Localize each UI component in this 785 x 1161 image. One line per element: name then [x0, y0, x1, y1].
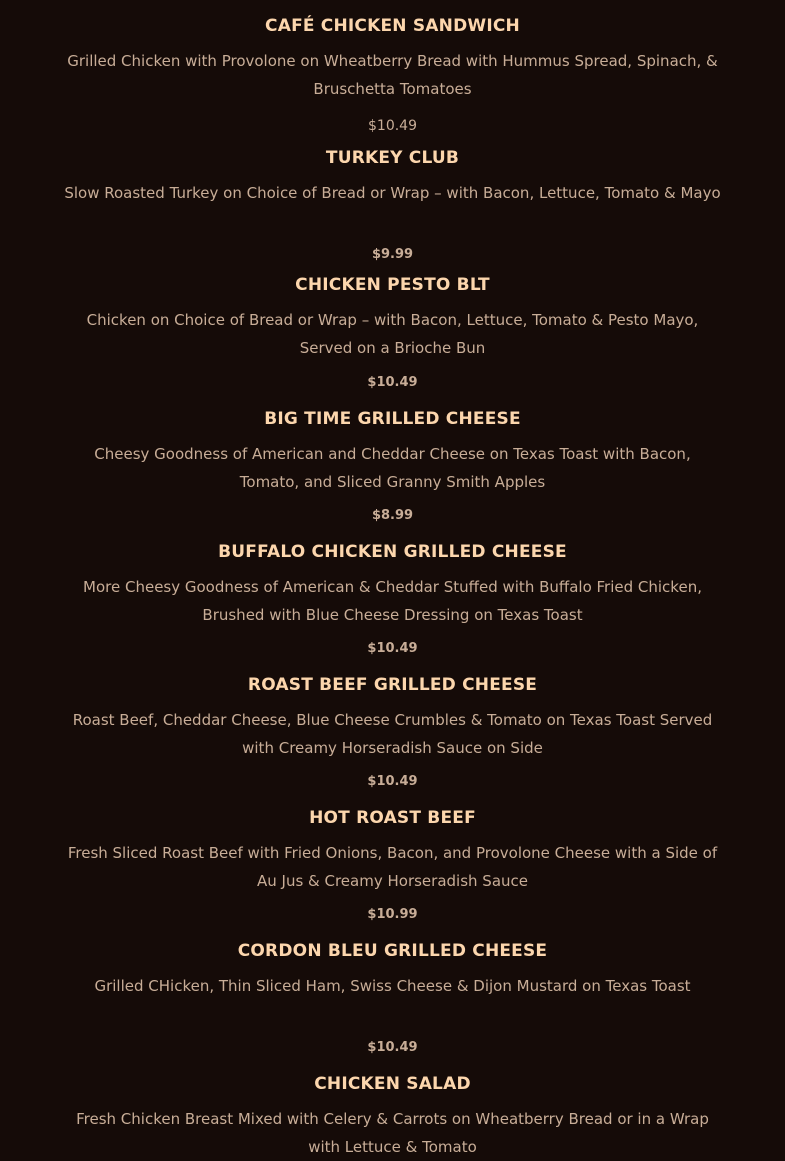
menu-item-cordon-bleu-grilled-cheese [0, 939, 785, 1000]
menu-item-cafe-chicken-sandwich [0, 14, 785, 103]
menu-item-price: $10.49 [367, 641, 418, 656]
menu-item-title: CHICKEN PESTO BLT [295, 275, 490, 295]
menu-item-chicken-pesto-blt [0, 273, 785, 362]
menu-item-price: $10.49 [368, 118, 417, 134]
menu-item-price: $10.49 [367, 774, 418, 789]
menu-item-hot-roast-beef [0, 806, 785, 895]
menu-item-title: BUFFALO CHICKEN GRILLED CHEESE [218, 542, 567, 562]
menu-item-title: CORDON BLEU GRILLED CHEESE [237, 941, 548, 961]
menu-item-title: HOT ROAST BEEF [309, 808, 476, 828]
menu-item-buffalo-chicken-grilled-cheese [0, 540, 785, 629]
menu-item-title: CHICKEN SALAD [314, 1074, 471, 1094]
menu-item-description: Chicken on Choice of Bread or Wrap – with Bacon, Lettuce, Tomato & Pesto Mayo, Served on a Brioche Bun [86, 311, 699, 357]
menu-item-description: Slow Roasted Turkey on Choice of Bread or Wrap – with Bacon, Lettuce, Tomato & Mayo [64, 184, 721, 202]
menu-item-price: $10.49 [367, 375, 418, 390]
menu-item-title: BIG TIME GRILLED CHEESE [264, 409, 521, 429]
menu-item-title: ROAST BEEF GRILLED CHEESE [247, 675, 538, 695]
menu-item-price: $10.49 [367, 1040, 418, 1055]
menu-item-description: Fresh Chicken Breast Mixed with Celery & Carrots on Wheatberry Bread or in a Wrap with Lettuce & Tomato [76, 1110, 709, 1156]
menu-item-description: Grilled Chicken with Provolone on Wheatberry Bread with Hummus Spread, Spinach, & Bruschetta Tomatoes [67, 52, 718, 98]
menu-item-description: Fresh Sliced Roast Beef with Fried Onions, Bacon, and Provolone Cheese with a Side of Au Jus & Creamy Horseradish Sauce [67, 844, 718, 890]
menu-item-chicken-salad [0, 1072, 785, 1161]
menu-item-price: $9.99 [371, 247, 414, 262]
menu-item-description: Grilled CHicken, Thin Sliced Ham, Swiss Cheese & Dijon Mustard on Texas Toast [94, 977, 691, 995]
menu-item-big-time-grilled-cheese [0, 407, 785, 496]
menu-item-title: CAFÉ CHICKEN SANDWICH [265, 16, 520, 36]
menu-item-price: $10.99 [367, 907, 418, 922]
menu-item-description: Cheesy Goodness of American and Cheddar Cheese on Texas Toast with Bacon, Tomato, and Sliced Granny Smith Apples [94, 445, 691, 491]
menu-item-description: More Cheesy Goodness of American & Cheddar Stuffed with Buffalo Fried Chicken, Brushed with Blue Cheese Dressing on Texas Toast [83, 578, 702, 624]
menu-item-turkey-club [0, 146, 785, 207]
menu-item-description: Roast Beef, Cheddar Cheese, Blue Cheese Crumbles & Tomato on Texas Toast Served with Creamy Horseradish Sauce on Side [72, 711, 713, 757]
menu-item-title: TURKEY CLUB [325, 148, 460, 168]
menu-item-roast-beef-grilled-cheese [0, 673, 785, 762]
menu-item-price: $8.99 [371, 508, 414, 523]
